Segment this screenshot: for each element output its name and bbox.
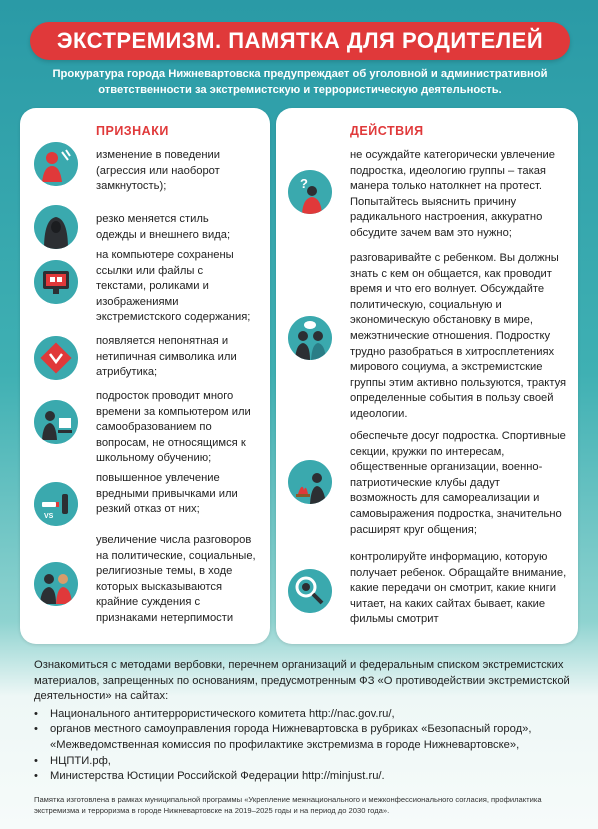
sign-text-7: увеличение числа разговоров на политические, социальные, религиозные темы, в ходе которых высказываются крайние суждения с признаками нетерпимости bbox=[96, 534, 256, 624]
actions-title: ДЕЙСТВИЯ bbox=[350, 124, 424, 138]
resources-section bbox=[34, 658, 574, 785]
computer-screen-icon bbox=[34, 260, 78, 304]
page-subtitle: Прокуратура города Нижневартовска предупреждает об уголовной и административной ответственности за экстремистскую и террористическую деятельность. bbox=[52, 68, 548, 96]
resource-item-city: • органов местного самоуправления города Нижневартовска в рубриках «Безопасный город», «Межведомственная комиссия по профилактике экстремизма в городе Нижневартовске», bbox=[34, 722, 574, 753]
svg-text:?: ? bbox=[300, 176, 308, 191]
sign-text-2: резко меняется стиль одежды и внешнего вида; bbox=[96, 213, 231, 241]
sign-text-3: на компьютере сохранены ссылки или файлы с текстами, роликами и изображениями экстремистского содержания; bbox=[96, 249, 251, 324]
question-person-icon bbox=[288, 170, 332, 214]
talking-people-icon bbox=[288, 316, 332, 360]
program-footnote: Памятка изготовлена в рамках муниципальной программы «Укрепление межнационального и межконфессионального согласия, профилактика экстремизма и терроризма в городе Нижневартовске на 2019–2025 годы и на период до 2030 года». bbox=[34, 795, 542, 815]
resources-intro: Ознакомиться с методами вербовки, перечнем организаций и федеральным списком экстремистских материалов, запрещенных по основаниям, предусмотренным ФЗ «О противодействии экстремистской деятельности» на сайтах: bbox=[34, 659, 570, 703]
magnifier-person-icon bbox=[288, 569, 332, 613]
actions-card bbox=[276, 108, 578, 644]
hooded-person-icon bbox=[34, 205, 78, 249]
action-text-4: контролируйте информацию, которую получает ребенок. Обращайте внимание, какие передачи он смотрит, какие книги читает, на каких сайтах бывает, какие фильмы смотрит bbox=[350, 551, 567, 626]
sign-text-1: изменение в поведении (агрессия или наоборот замкнутость); bbox=[96, 149, 221, 193]
resource-item-minjust: • Министерства Юстиции Российской Федерации http://minjust.ru/. bbox=[34, 769, 574, 785]
strange-symbol-icon bbox=[34, 336, 78, 380]
resource-item-nac: • Национального антитеррористического комитета http://nac.gov.ru/, bbox=[34, 707, 574, 723]
resources-list bbox=[34, 707, 574, 785]
signs-card bbox=[20, 108, 270, 644]
sign-text-5: подросток проводит много времени за компьютером или самообразованием по вопросам, не относящимся к школьному обучению; bbox=[96, 390, 251, 465]
sign-text-4: появляется непонятная и нетипичная символика или атрибутика; bbox=[96, 335, 237, 379]
action-text-1: не осуждайте категорически увлечение подростка, идеологию группы – такая манера только натолкнет на протест. Попытайтесь выяснить причину радикального настроения, аккуратно обсудите зачем вам это нужно; bbox=[350, 149, 555, 239]
action-text-2: разговаривайте с ребенком. Вы должны знать с кем он общается, как проводит время и что его волнует. Обсуждайте политическую, социальную и экономическую обстановку в мире, межэтнические отношения. Подростку трудно разобраться в хитросплетениях мирового социума, а экстремистские группы этим активно пользуются, трактуя определенные события в пользу своей идеологии. bbox=[350, 252, 567, 420]
title-banner bbox=[30, 22, 570, 60]
arguing-people-icon bbox=[34, 562, 78, 606]
campfire-icon bbox=[288, 460, 332, 504]
sign-text-6: повышенное увлечение вредными привычками или резкий отказ от них; bbox=[96, 472, 238, 516]
angry-person-icon bbox=[34, 142, 78, 186]
teen-at-computer-icon bbox=[34, 400, 78, 444]
bad-habits-icon bbox=[34, 482, 78, 526]
svg-text:VS: VS bbox=[44, 513, 54, 520]
page-title: ЭКСТРЕМИЗМ. ПАМЯТКА ДЛЯ РОДИТЕЛЕЙ bbox=[56, 28, 544, 53]
action-text-3: обеспечьте досуг подростка. Спортивные секции, кружки по интересам, общественные организации, военно-патриотические клубы дадут возможность для самореализации и самовыражения подростка, значительно расширят круг общения; bbox=[350, 430, 566, 536]
signs-title: ПРИЗНАКИ bbox=[96, 124, 169, 138]
resource-item-ncpti: • НЦПТИ.рф, bbox=[34, 754, 574, 770]
